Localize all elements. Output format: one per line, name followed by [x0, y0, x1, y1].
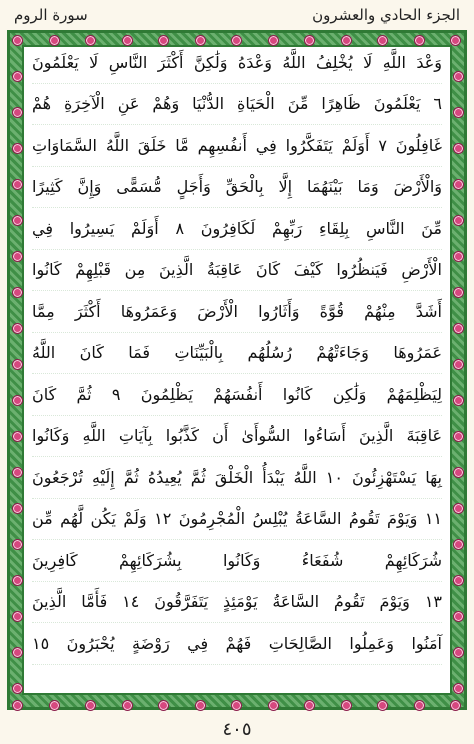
- rosette-ornament: [268, 700, 279, 711]
- rosette-ornament: [12, 467, 23, 478]
- rosette-ornament: [12, 395, 23, 406]
- rosette-ornament: [453, 323, 464, 334]
- text-line: بِهَا يَسْتَهْزِئُونَ ١٠ اللَّهُ يَبْدَأُ الْخَلْقَ ثُمَّ يُعِيدُهُ ثُمَّ إِلَيْهِ تُرْجَعُونَ: [32, 457, 442, 499]
- rosette-ornament: [12, 35, 23, 46]
- rosette-ornament: [414, 700, 425, 711]
- rosette-ornament: [450, 700, 461, 711]
- text-line: غَافِلُونَ ٧ أَوَلَمْ يَتَفَكَّرُوا فِي أَنفُسِهِم مَّا خَلَقَ اللَّهُ السَّمَاوَاتِ: [32, 125, 442, 167]
- surah-label: سورة الروم: [14, 6, 88, 24]
- text-line: شُرَكَائِهِمْ شُفَعَاءُ وَكَانُوا بِشُرَكَائِهِمْ كَافِرِينَ: [32, 540, 442, 582]
- text-line: أَشَدَّ مِنْهُمْ قُوَّةً وَأَثَارُوا الْأَرْضَ وَعَمَرُوهَا أَكْثَرَ مِمَّا: [32, 291, 442, 333]
- rosette-ornament: [12, 431, 23, 442]
- rosette-ornament: [12, 179, 23, 190]
- rosette-ornament: [453, 647, 464, 658]
- rosette-ornament: [453, 179, 464, 190]
- juz-label: الجزء الحادي والعشرون: [312, 6, 460, 24]
- page-number: ٤٠٥: [222, 719, 252, 740]
- text-line: الْأَرْضِ فَيَنظُرُوا كَيْفَ كَانَ عَاقِبَةُ الَّذِينَ مِن قَبْلِهِمْ كَانُوا: [32, 250, 442, 292]
- rosette-ornament: [453, 251, 464, 262]
- text-line: ١٣ وَيَوْمَ تَقُومُ السَّاعَةُ يَوْمَئِذٍ يَتَفَرَّقُونَ ١٤ فَأَمَّا الَّذِينَ: [32, 582, 442, 624]
- rosette-ornament: [122, 700, 133, 711]
- rosette-ornament: [453, 287, 464, 298]
- rosette-ornament: [12, 323, 23, 334]
- text-line: عَاقِبَةَ الَّذِينَ أَسَاءُوا السُّوأَىٰ أَن كَذَّبُوا بِآيَاتِ اللَّهِ وَكَانُوا: [32, 416, 442, 458]
- rosette-ornament: [341, 700, 352, 711]
- rosette-ornament: [453, 575, 464, 586]
- rosette-ornament: [453, 683, 464, 694]
- rosette-ornament: [12, 539, 23, 550]
- text-line: ١١ وَيَوْمَ تَقُومُ السَّاعَةُ يُبْلِسُ الْمُجْرِمُونَ ١٢ وَلَمْ يَكُن لَّهُم مِّن: [32, 499, 442, 541]
- rosette-ornament: [85, 700, 96, 711]
- text-line: وَالْأَرْضَ وَمَا بَيْنَهُمَا إِلَّا بِالْحَقِّ وَأَجَلٍ مُّسَمًّى وَإِنَّ كَثِيرًا: [32, 167, 442, 209]
- rosette-ornament: [12, 251, 23, 262]
- rosette-ornament: [453, 359, 464, 370]
- rosette-ornament: [49, 700, 60, 711]
- rosette-ornament: [12, 143, 23, 154]
- rosette-ornament: [453, 503, 464, 514]
- text-line: وَعْدَ اللَّهِ لَا يُخْلِفُ اللَّهُ وَعْدَهُ وَلَٰكِنَّ أَكْثَرَ النَّاسِ لَا يَعْلَمُونَ: [32, 42, 442, 84]
- rosette-ornament: [453, 431, 464, 442]
- rosette-ornament: [453, 143, 464, 154]
- rosette-ornament: [12, 287, 23, 298]
- rosette-ornament: [12, 71, 23, 82]
- rosette-ornament: [231, 700, 242, 711]
- text-line: آمَنُوا وَعَمِلُوا الصَّالِحَاتِ فَهُمْ فِي رَوْضَةٍ يُحْبَرُونَ ١٥: [32, 623, 442, 665]
- text-line: عَمَرُوهَا وَجَاءَتْهُمْ رُسُلُهُم بِالْبَيِّنَاتِ فَمَا كَانَ اللَّهُ: [32, 333, 442, 375]
- rosette-ornament: [158, 700, 169, 711]
- rosette-ornament: [12, 683, 23, 694]
- rosette-ornament: [450, 35, 461, 46]
- text-line: ٦ يَعْلَمُونَ ظَاهِرًا مِّنَ الْحَيَاةِ الدُّنْيَا وَهُمْ عَنِ الْآخِرَةِ هُمْ: [32, 84, 442, 126]
- rosette-ornament: [12, 359, 23, 370]
- rosette-ornament: [195, 700, 206, 711]
- rosette-ornament: [12, 647, 23, 658]
- rosette-ornament: [12, 575, 23, 586]
- rosette-ornament: [12, 503, 23, 514]
- rosette-ornament: [12, 215, 23, 226]
- rosette-ornament: [453, 395, 464, 406]
- rosette-ornament: [12, 107, 23, 118]
- rosette-ornament: [453, 539, 464, 550]
- rosette-ornament: [12, 700, 23, 711]
- rosette-ornament: [453, 215, 464, 226]
- rosette-ornament: [377, 700, 388, 711]
- rosette-ornament: [304, 700, 315, 711]
- text-line: لِيَظْلِمَهُمْ وَلَٰكِن كَانُوا أَنفُسَهُمْ يَظْلِمُونَ ٩ ثُمَّ كَانَ: [32, 374, 442, 416]
- rosette-ornament: [453, 71, 464, 82]
- quran-page-text: [32, 42, 442, 690]
- rosette-ornament: [12, 611, 23, 622]
- text-line: مِّنَ النَّاسِ بِلِقَاءِ رَبِّهِمْ لَكَافِرُونَ ٨ أَوَلَمْ يَسِيرُوا فِي: [32, 208, 442, 250]
- rosette-ornament: [453, 107, 464, 118]
- rosette-ornament: [453, 467, 464, 478]
- rosette-ornament: [453, 611, 464, 622]
- page-header: [0, 0, 474, 30]
